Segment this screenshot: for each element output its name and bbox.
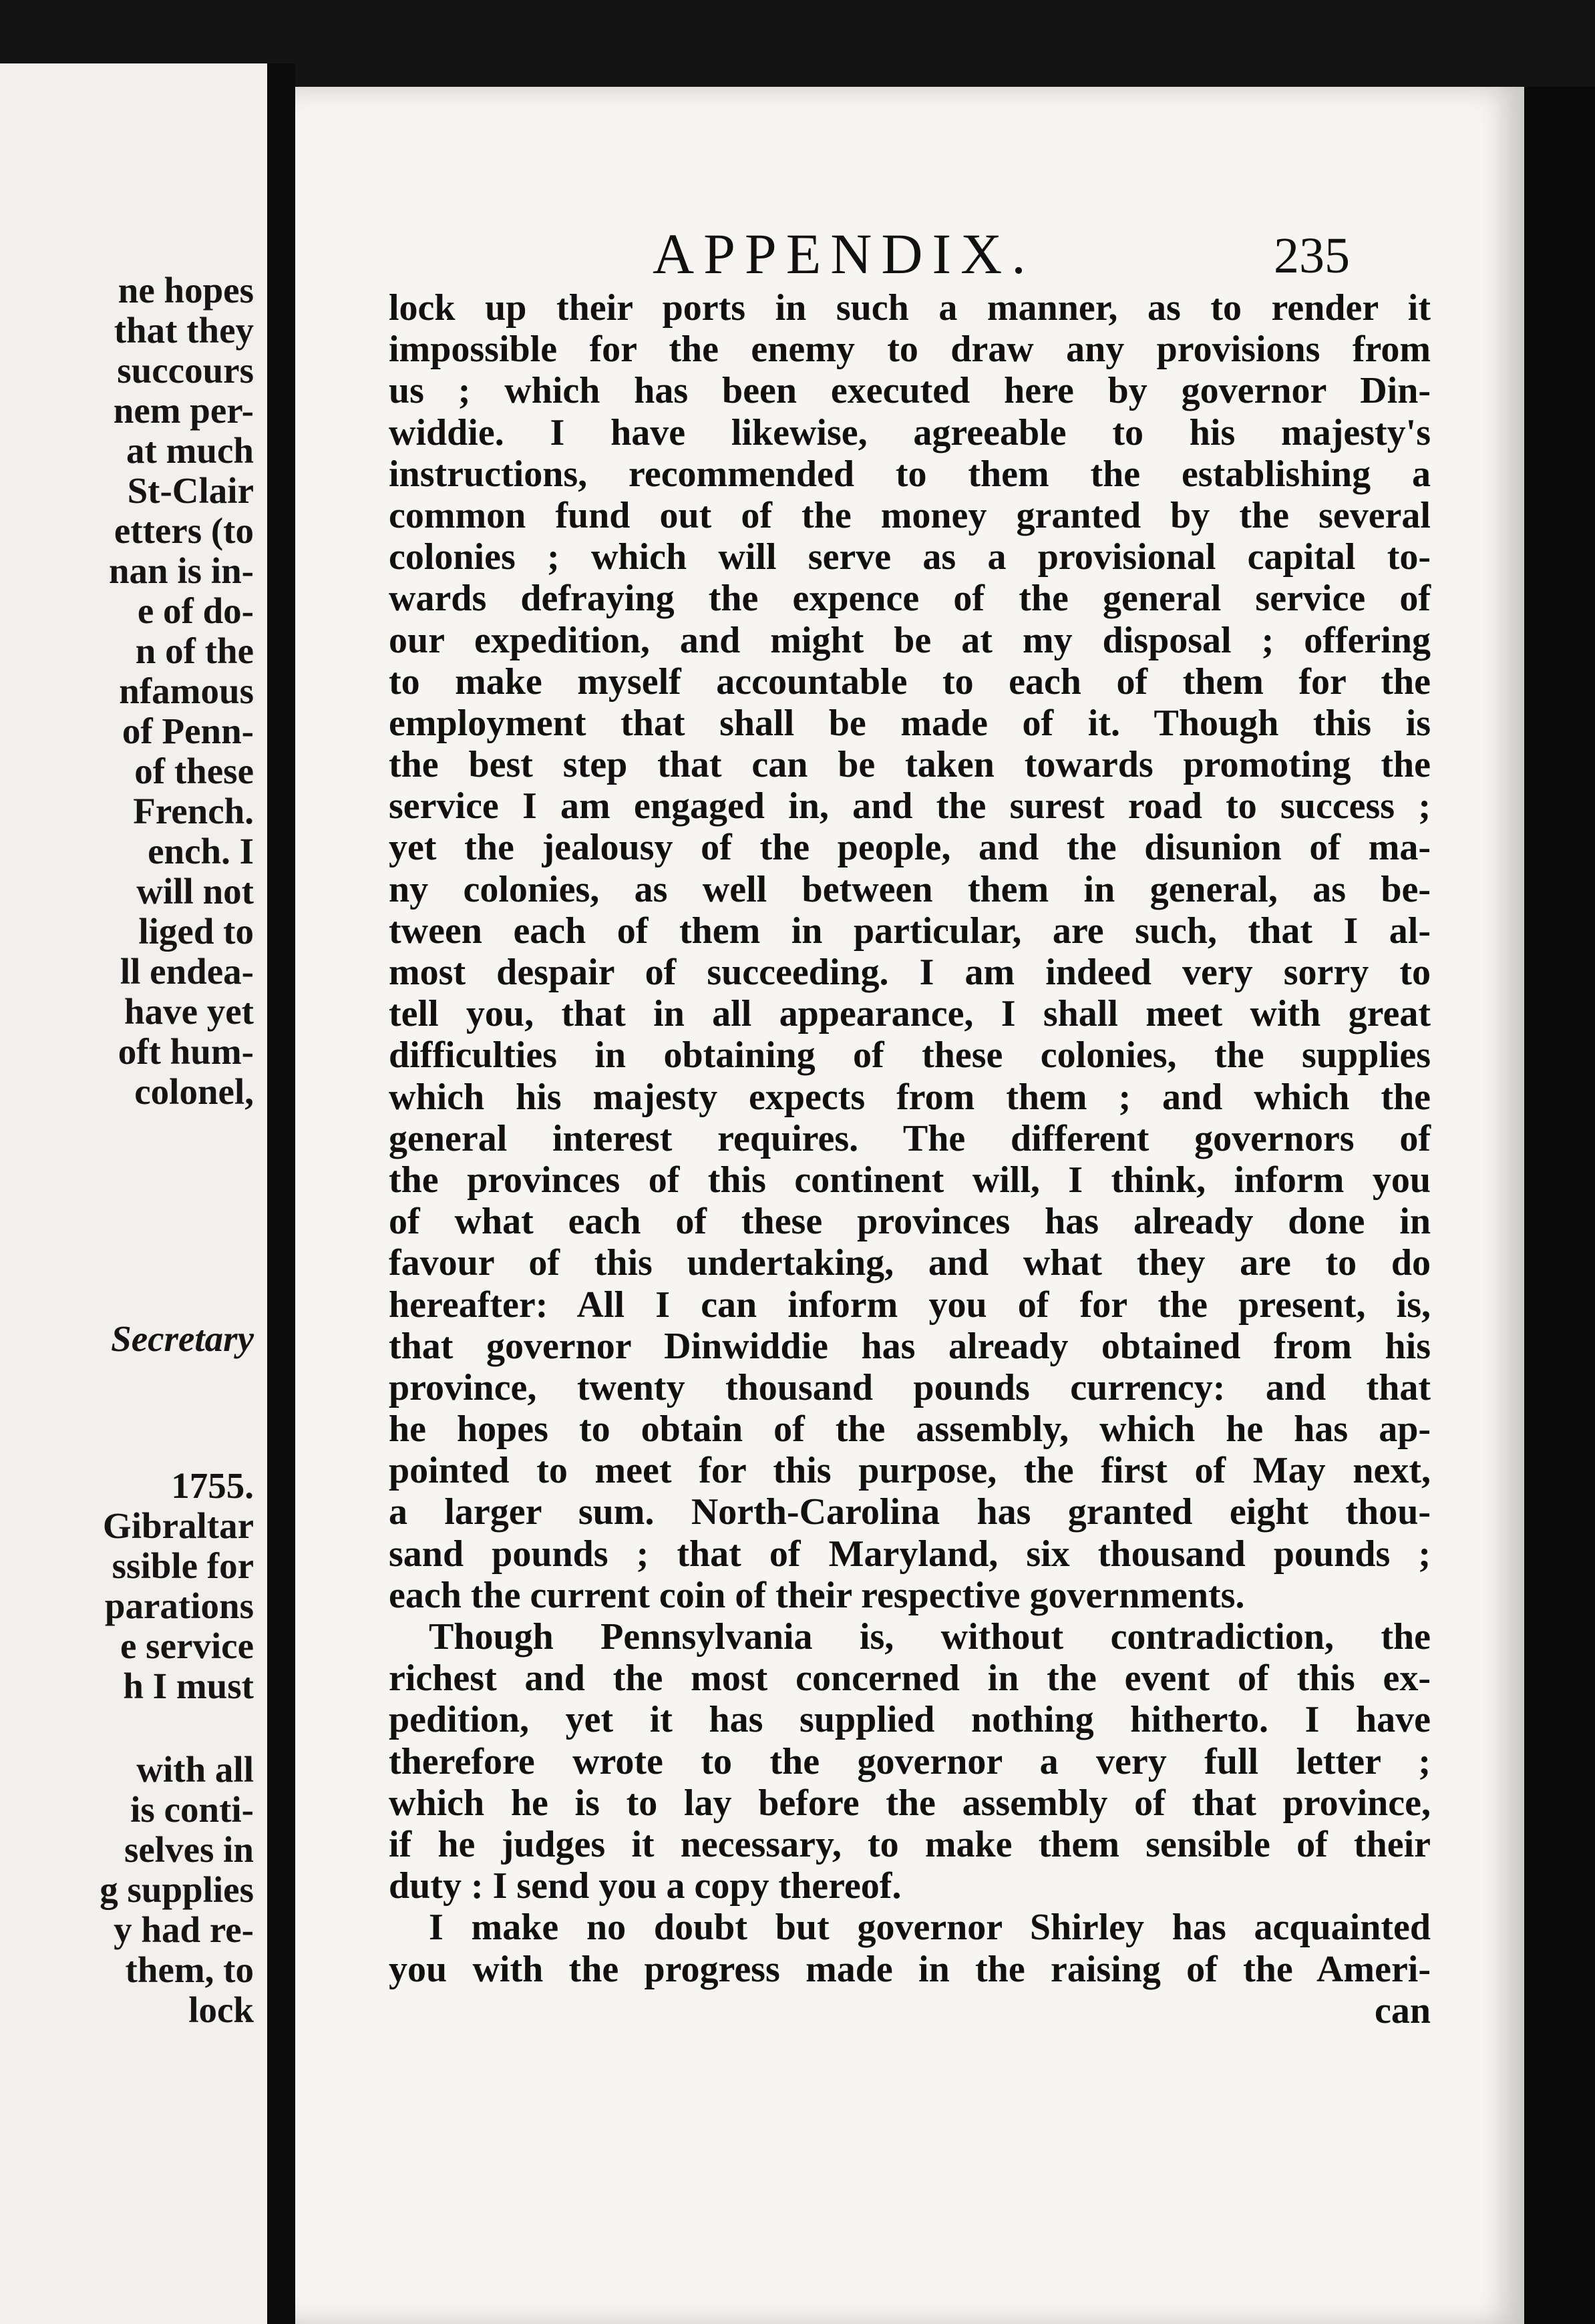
running-head-title: APPENDIX. bbox=[653, 222, 1035, 286]
body-text-line: employment that shall be made of it. Though this is bbox=[389, 702, 1431, 744]
left-page-line: ll endea- bbox=[120, 951, 254, 992]
body-text-line: instructions, recommended to them the establishing a bbox=[389, 453, 1431, 495]
left-page-line: ne hopes bbox=[118, 270, 254, 311]
left-page-line: h I must bbox=[123, 1666, 254, 1706]
body-text-line: common fund out of the money granted by the several bbox=[389, 494, 1431, 536]
left-page-line: parations bbox=[104, 1585, 254, 1626]
body-text-line: widdie. I have likewise, agreeable to his majesty's bbox=[389, 411, 1431, 453]
left-page-line: oft hum- bbox=[118, 1031, 254, 1072]
left-page-line: etters (to bbox=[114, 510, 254, 551]
left-page-line: succours bbox=[117, 350, 254, 391]
left-page-line: have yet bbox=[124, 991, 254, 1032]
page-edge-shadow bbox=[1524, 87, 1595, 2324]
body-text-line: a larger sum. North-Carolina has granted eight thou- bbox=[389, 1491, 1431, 1533]
left-page-line: liged to bbox=[138, 911, 254, 952]
body-text-line: wards defraying the expence of the general service of bbox=[389, 578, 1431, 620]
body-text-line: you with the progress made in the raising of the Ameri- bbox=[389, 1948, 1431, 1990]
body-text-line: pedition, yet it has supplied nothing hitherto. I have bbox=[389, 1699, 1431, 1741]
left-page-line: of Penn- bbox=[122, 711, 254, 751]
body-text-line: duty : I send you a copy thereof. bbox=[389, 1865, 902, 1907]
left-page-line: ench. I bbox=[148, 831, 254, 872]
left-page-line: them, to bbox=[125, 1949, 254, 1990]
body-text bbox=[389, 287, 1431, 2031]
left-page-line: e of do- bbox=[137, 590, 254, 631]
left-page-line: n of the bbox=[135, 630, 254, 671]
running-head bbox=[295, 220, 1524, 294]
body-text-line: tell you, that in all appearance, I shall meet with great bbox=[389, 993, 1431, 1035]
left-page-line: y had re- bbox=[114, 1909, 254, 1950]
left-page-line: selves in bbox=[124, 1829, 254, 1870]
body-text-line: province, twenty thousand pounds currency: and that bbox=[389, 1366, 1431, 1408]
left-page-line: colonel, bbox=[134, 1071, 254, 1112]
body-text-line: tween each of them in particular, are such, that I al- bbox=[389, 910, 1431, 952]
body-text-line: to make myself accountable to each of them for the bbox=[389, 660, 1431, 703]
left-page-line: nan is in- bbox=[108, 550, 254, 591]
left-page-line: Gibraltar bbox=[102, 1505, 254, 1546]
left-page-fragment bbox=[0, 63, 267, 2324]
body-text-line: that governor Dinwiddie has already obtained from his bbox=[389, 1325, 1431, 1367]
body-text-line: if he judges it necessary, to make them sensible of their bbox=[389, 1823, 1431, 1865]
body-text-line: each the current coin of their respective governments. bbox=[389, 1574, 1245, 1616]
body-text-line: us ; which has been executed here by governor Din- bbox=[389, 370, 1431, 412]
body-text-line: the provinces of this continent will, I think, inform you bbox=[389, 1159, 1431, 1201]
left-page-line: ssible for bbox=[112, 1545, 254, 1586]
body-text-line: pointed to meet for this purpose, the first of May next, bbox=[389, 1450, 1431, 1492]
left-page-line: that they bbox=[114, 310, 254, 351]
body-text-line: lock up their ports in such a manner, as to render it bbox=[389, 287, 1431, 329]
body-text-line: general interest requires. The different governors of bbox=[389, 1117, 1431, 1159]
left-page-line: g supplies bbox=[100, 1869, 254, 1910]
body-text-line: I make no doubt but governor Shirley has acquainted bbox=[429, 1907, 1431, 1949]
left-page-line: Secretary bbox=[111, 1318, 254, 1359]
left-page-line: will not bbox=[136, 871, 254, 912]
body-text-line: Though Pennsylvania is, without contradiction, the bbox=[429, 1616, 1431, 1658]
page-number: 235 bbox=[1274, 228, 1350, 284]
left-page-line: St-Clair bbox=[127, 470, 254, 511]
body-text-line: which his majesty expects from them ; and which the bbox=[389, 1076, 1431, 1118]
body-text-line: impossible for the enemy to draw any provisions from bbox=[389, 329, 1431, 371]
right-page bbox=[295, 87, 1524, 2324]
body-text-line: favour of this undertaking, and what they are to do bbox=[389, 1242, 1431, 1284]
body-text-line: can bbox=[1375, 1989, 1431, 2031]
left-page-line: 1755. bbox=[171, 1465, 254, 1506]
body-text-line: therefore wrote to the governor a very full letter ; bbox=[389, 1740, 1431, 1782]
body-text-line: sand pounds ; that of Maryland, six thousand pounds ; bbox=[389, 1533, 1431, 1575]
left-page-line: of these bbox=[134, 751, 254, 791]
left-page-line: nem per- bbox=[113, 390, 254, 431]
body-text-line: colonies ; which will serve as a provisional capital to- bbox=[389, 536, 1431, 578]
body-text-line: he hopes to obtain of the assembly, which he has ap- bbox=[389, 1408, 1431, 1450]
left-page-line: French. bbox=[133, 791, 254, 831]
body-text-line: ny colonies, as well between them in general, as be- bbox=[389, 868, 1431, 910]
body-text-line: service I am engaged in, and the surest road to success ; bbox=[389, 785, 1431, 827]
book-gutter bbox=[267, 63, 295, 2324]
body-text-line: the best step that can be taken towards promoting the bbox=[389, 744, 1431, 786]
body-text-line: our expedition, and might be at my disposal ; offering bbox=[389, 619, 1431, 661]
left-page-line: with all bbox=[136, 1749, 254, 1790]
body-text-line: richest and the most concerned in the event of this ex- bbox=[389, 1658, 1431, 1700]
body-text-line: hereafter: All I can inform you of for the present, is, bbox=[389, 1284, 1431, 1326]
left-page-line: at much bbox=[126, 430, 254, 471]
body-text-line: difficulties in obtaining of these colonies, the supplies bbox=[389, 1034, 1431, 1077]
body-text-line: yet the jealousy of the people, and the disunion of ma- bbox=[389, 827, 1431, 869]
left-page-line: is conti- bbox=[130, 1789, 254, 1830]
body-text-line: of what each of these provinces has already done in bbox=[389, 1201, 1431, 1243]
left-page-line: lock bbox=[188, 1989, 254, 2030]
body-text-line: most despair of succeeding. I am indeed very sorry to bbox=[389, 952, 1431, 993]
body-text-line: which he is to lay before the assembly of that province, bbox=[389, 1782, 1431, 1824]
left-page-line: nfamous bbox=[119, 670, 254, 711]
left-page-line: e service bbox=[120, 1625, 254, 1666]
